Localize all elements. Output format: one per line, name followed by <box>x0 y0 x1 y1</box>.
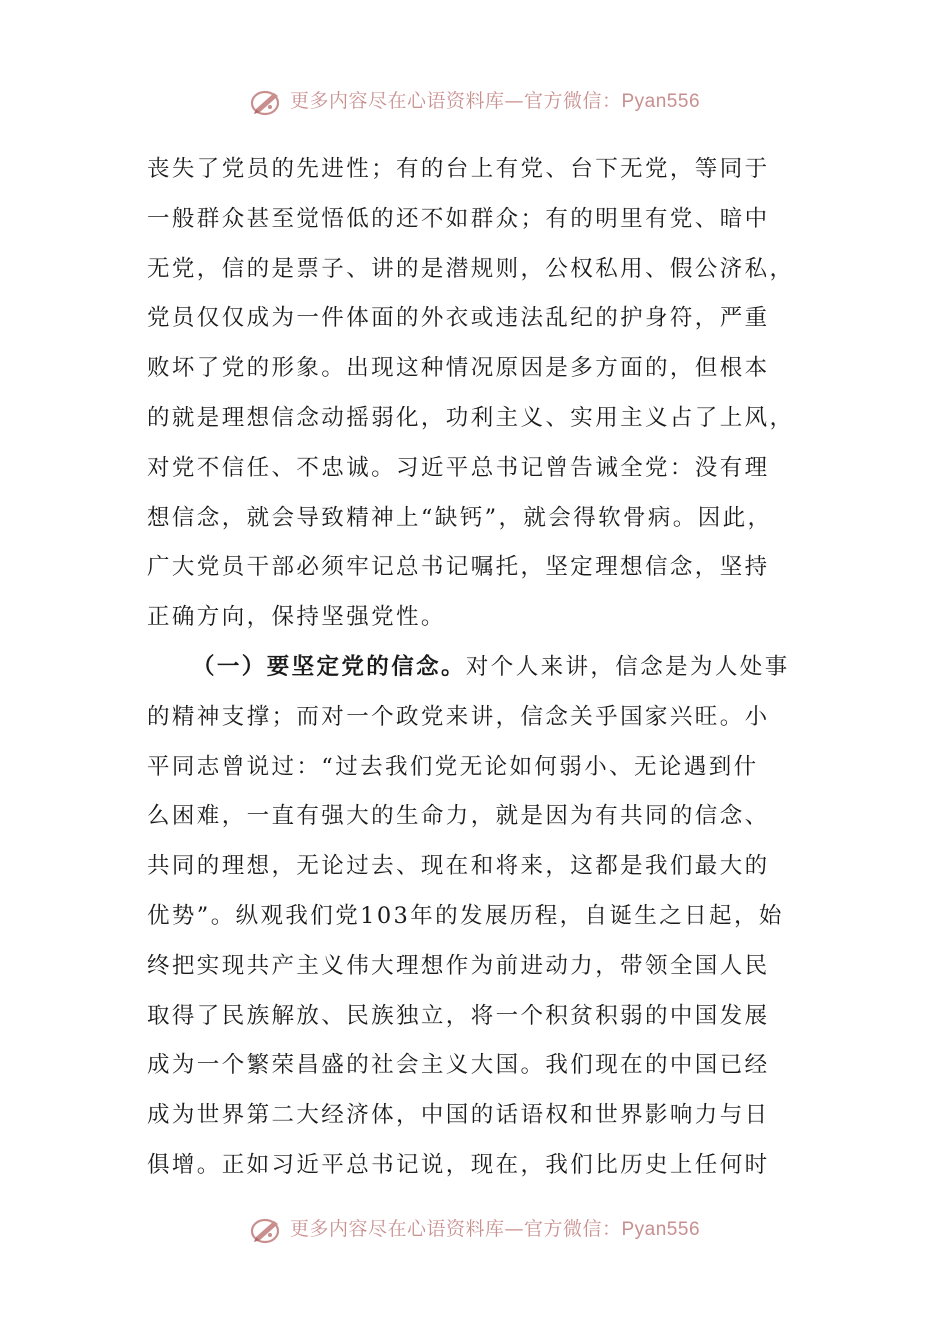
text-line: 取得了民族解放、民族独立，将一个积贫积弱的中国发展 <box>147 1002 770 1029</box>
text-line: 的精神支撑；而对一个政党来讲，信念关乎国家兴旺。小 <box>147 703 770 730</box>
text-line: 么困难，一直有强大的生命力，就是因为有共同的信念、 <box>147 803 770 830</box>
pen-logo-icon <box>250 1215 284 1245</box>
text-line: 广大党员干部必须牢记总书记嘱托，坚定理想信念，坚持 <box>147 554 770 581</box>
text-line: 败坏了党的形象。出现这种情况原因是多方面的，但根本 <box>147 355 770 382</box>
watermark-text: 更多内容尽在心语资料库—官方微信：Pyan556 <box>289 1218 701 1240</box>
text-line: 无党，信的是票子、讲的是潜规则，公权私用、假公济私， <box>147 255 795 282</box>
text-line: 正确方向，保持坚强党性。 <box>147 604 446 631</box>
text-line-with-heading <box>147 643 807 693</box>
text-line: 对党不信任、不忠诚。习近平总书记曾告诫全党：没有理 <box>147 454 770 481</box>
pen-logo-icon <box>250 87 284 117</box>
header-watermark <box>0 86 950 117</box>
text-line: 俱增。正如习近平总书记说，现在，我们比历史上任何时 <box>147 1151 770 1178</box>
text-line: 优势”。纵观我们党103年的发展历程，自诞生之日起，始 <box>147 902 784 929</box>
text-line: 终把实现共产主义伟大理想作为前进动力，带领全国人民 <box>147 952 770 979</box>
text-line: 党员仅仅成为一件体面的外衣或违法乱纪的护身符，严重 <box>147 305 770 332</box>
paragraph-2 <box>147 643 807 1191</box>
document-body <box>147 145 807 1191</box>
text-line: 一般群众甚至觉悟低的还不如群众；有的明里有党、暗中 <box>147 205 770 232</box>
section-heading: （一）要坚定党的信念。 <box>192 653 466 680</box>
text-line: 共同的理想，无论过去、现在和将来，这都是我们最大的 <box>147 853 770 880</box>
text-line: 平同志曾说过：“过去我们党无论如何弱小、无论遇到什 <box>147 753 759 780</box>
paragraph-1 <box>147 145 807 643</box>
text-line: 的就是理想信念动摇弱化，功利主义、实用主义占了上风， <box>147 404 795 431</box>
text-line: 成为世界第二大经济体，中国的话语权和世界影响力与日 <box>147 1102 770 1129</box>
footer-watermark <box>0 1214 950 1245</box>
text-line: 想信念，就会导致精神上“缺钙”，就会得软骨病。因此， <box>147 504 773 531</box>
text-line: 丧失了党员的先进性；有的台上有党、台下无党，等同于 <box>147 156 770 182</box>
heading-line-rest: 对个人来讲，信念是为人处事 <box>465 653 790 680</box>
watermark-text: 更多内容尽在心语资料库—官方微信：Pyan556 <box>289 90 701 112</box>
text-line: 成为一个繁荣昌盛的社会主义大国。我们现在的中国已经 <box>147 1052 770 1079</box>
